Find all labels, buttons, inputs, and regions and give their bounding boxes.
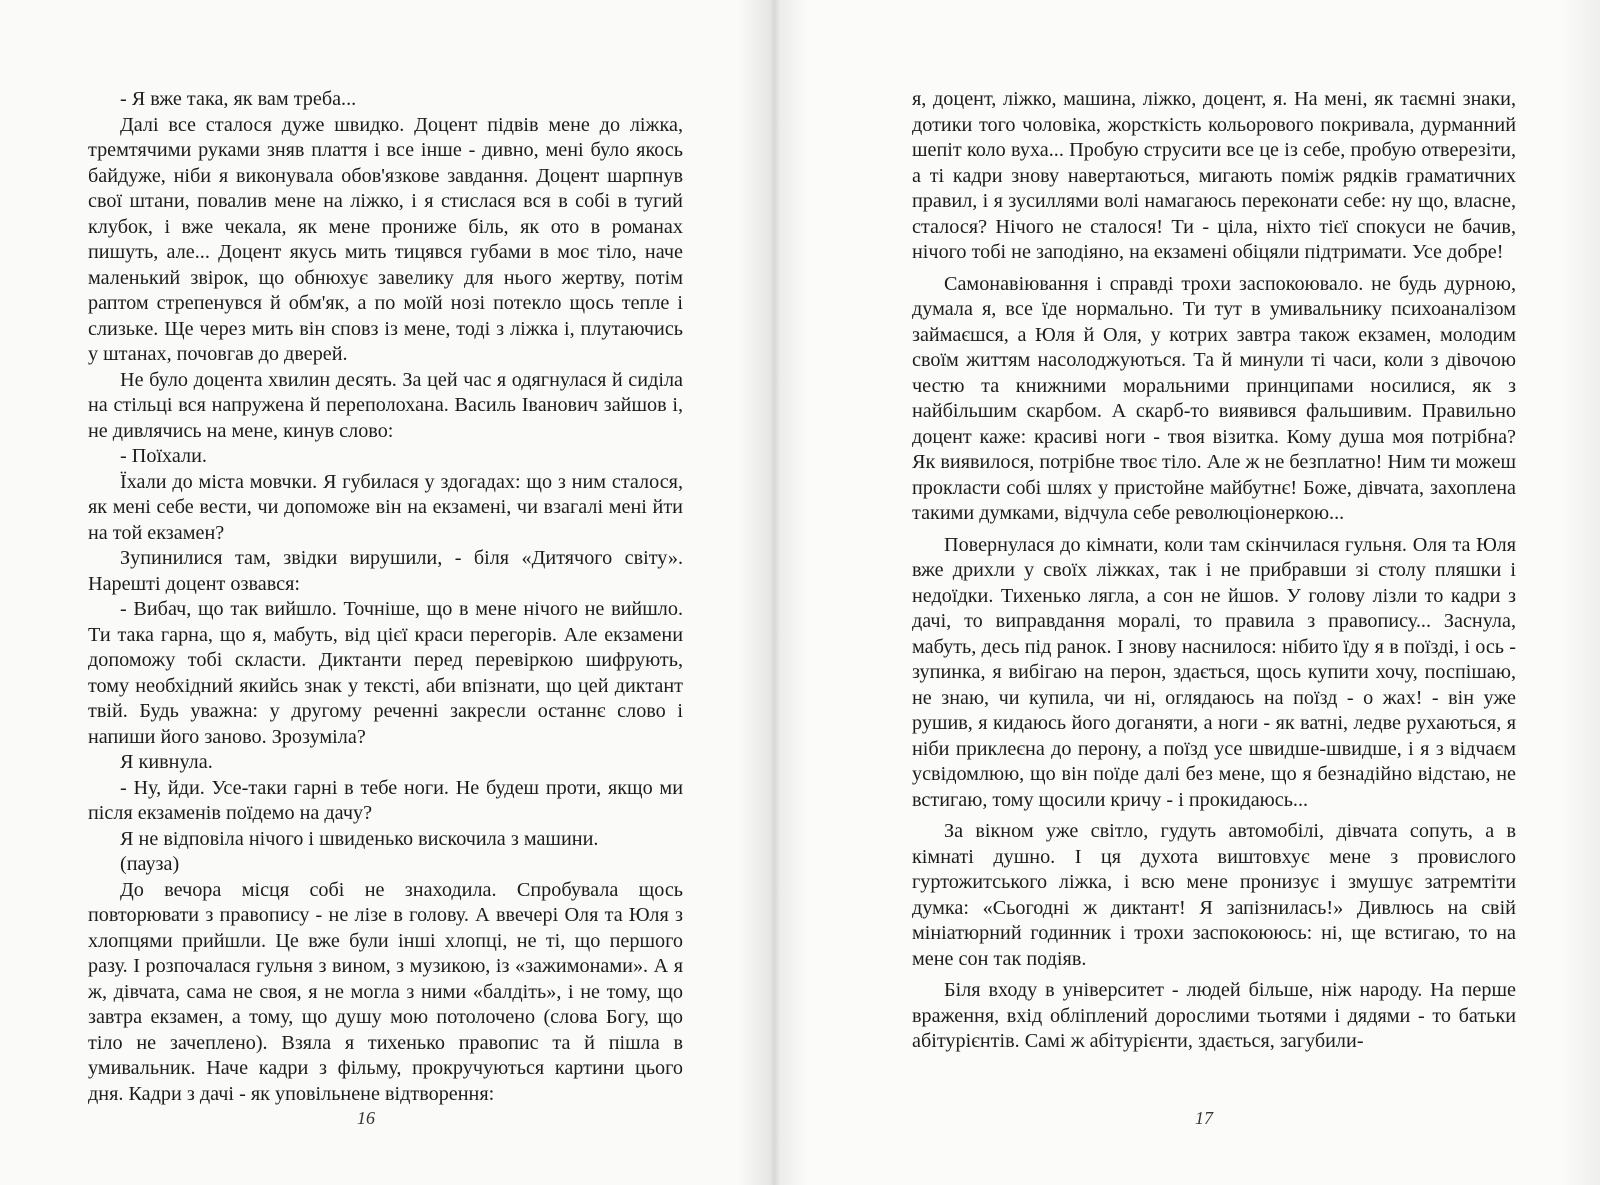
paragraph: - Ну, йди. Усе-таки гарні в тебе ноги. Не будеш проти, якщо ми після екзаменів поїдемо на дачу? bbox=[88, 776, 683, 824]
paragraph: я, доцент, ліжко, машина, ліжко, доцент, я. На мені, як таємні знаки, дотики того чоловіка, жорсткість кольорового покривала, дурманний шепіт коло вуха... Пробую струсити все це із себе, пробую отверезіти, а ті кадри знову навертаються, мигають поміж рядків граматичних правил, і я зусиллями волі намагаюсь переконати себе: ну що, власне, сталося? Нічого не сталося! Ти - ціла, ніхто тієї спокуси не бачив, нічого тобі не заподіяно, на екзамені обіцяли підтримати. Усе добре! bbox=[912, 88, 1516, 263]
paragraph: Я кивнула. bbox=[120, 751, 213, 773]
paragraph: Повернулася до кімнати, коли там скінчилася гульня. Оля та Юля вже дрихли у своїх ліжках, так і не прибравши зі столу пляшки і недоїдки. Тихенько лягла, а сон не йшов. У голову лізли то кадри з дачі, то виправдання моралі, то правила з правопису... Заснула, мабуть, десь під ранок. І знову наснилося: нібито їду я в поїзді, і ось - зупинка, я вибігаю на перон, здається, щось купити хочу, поспішаю, не знаю, чи купила, чи ні, оглядаюсь на поїзд - о жах! - він уже рушив, я кидаюсь його доганяти, а ноги - як ватні, ледве рухаються, я ніби приклеєна до перону, а поїзд усе швидше-швидше, і я з відчаєм усвідомлюю, що він поїде далі без мене, що я безнадійно відстаю, не встигаю, тому щосили кричу - і прокидаюсь... bbox=[912, 533, 1516, 811]
paragraph: Біля входу в університет - людей більше, ніж народу. На перше враження, вхід обліплений дорослими тьотями і дядями - то батьки абітурієнтів. Самі ж абітурієнти, здається, загубили- bbox=[912, 979, 1516, 1052]
left-page-text bbox=[88, 87, 683, 1107]
page-number: 16 bbox=[357, 1108, 375, 1128]
paragraph: Не було доцента хвилин десять. За цей час я одягнулася й сиділа на стільці вся напружена й переполохана. Василь Іванович зайшов і, не дивлячись на мене, кинув слово: bbox=[88, 368, 683, 442]
paragraph: - Вибач, що так вийшло. Точніше, що в мене нічого не вийшло. Ти така гарна, що я, мабуть, від цієї краси перегорів. Але екзамени допоможу тобі скласти. Диктанти перед перевіркою шифрують, тому необхідний якийсь знак у тексті, аби впізнати, що цей диктант твій. Будь уважна: у другому реченні закресли останнє слово і напиши його заново. Зрозуміла? bbox=[88, 598, 683, 748]
paragraph: - Поїхали. bbox=[120, 445, 207, 467]
paragraph: Їхали до міста мовчки. Я губилася у здогадах: що з ним сталося, як мені себе вести, чи допоможе він на екзамені, чи взагалі мені йти на той екзамен? bbox=[88, 470, 683, 544]
paragraph: Далі все сталося дуже швидко. Доцент підвів мене до ліжка, тремтячими руками зняв плаття і все інше - дивно, мені було якось байдуже, ніби я виконувала обов'язкове завдання. Доцент шарпнув свої штани, повалив мене на ліжко, і я стислася вся в собі в тугий клубок, і вже чекала, як мене прониже біль, як ото в романах пишуть, але... Доцент якусь мить тицявся губами в моє тіло, наче маленький звірок, що обнюхує завелику для нього жертву, потім раптом стрепенувся й обм'як, а по моїй нозі потекло щось тепле і слизьке. Ще через мить він сповз із мене, тоді з ліжка і, плутаючись у штанах, почовгав до дверей. bbox=[88, 113, 683, 365]
right-page bbox=[770, 0, 1600, 1185]
page-number: 17 bbox=[1195, 1108, 1213, 1128]
paragraph: - Я вже така, як вам треба... bbox=[120, 88, 357, 110]
paragraph: За вікном уже світло, гудуть автомобілі, дівчата сопуть, а в кімнаті душно. І ця духота виштовхує мене з провислого гуртожитського ліжка, і всю мене пронизує і змушує затремтіти думка: «Сьогодні ж диктант! Я запізнилась!» Дивлюсь на свій мініатюрний годинник і трохи заспокоююсь: ні, ще встигаю, то на мене сон так подіяв. bbox=[912, 820, 1516, 970]
right-page-text bbox=[912, 87, 1516, 1055]
paragraph: Самонавіювання і справді трохи заспокоювало. не будь дурною, думала я, все їде нормально. Ти тут в умивальнику психоаналізом займаєшся, а Юля й Оля, у котрих завтра також екзамен, молодим своїм життям насолоджуються. Та й минули ті часи, коли з дівочою честю та книжними моральними принципами носилися, як з найбільшим скарбом. А скарб-то виявився фальшивим. Правильно доцент каже: красиві ноги - твоя візитка. Кому душа моя потрібна? Як виявилося, потрібне твоє тіло. Але ж не безплатно! Ним ти можеш прокласти собі шлях у пристойне майбутнє! Боже, дівчата, захоплена такими думками, відчула себе революціонеркою... bbox=[912, 272, 1516, 524]
book-gutter-shadow bbox=[738, 0, 808, 1185]
paragraph: (пауза) bbox=[120, 853, 180, 875]
paragraph: Я не відповіла нічого і швиденько вискочила з машини. bbox=[120, 827, 599, 850]
paragraph: Зупинилися там, звідки вирушили, - біля «Дитячого світу». Нарешті доцент озвався: bbox=[88, 547, 683, 595]
page-edge-shadow bbox=[1560, 0, 1600, 1185]
paragraph: До вечора місця собі не знаходила. Спробувала щось повторювати з правопису - не лізе в голову. А ввечері Оля та Юля з хлопцями прийшли. Це вже були інші хлопці, не ті, що першого разу. І розпочалася гульня з вином, з музикою, із «зажимонами». А я ж, дівчата, сама не своя, я не могла з ними «балдіть», і не тому, що завтра екзамен, а тому, що душу мою потолочено (слова Богу, що тіло не зачеплено). Взяла я тихенько правопис та й пішла в умивальник. Наче кадри з фільму, прокручуються картини цього дня. Кадри з дачі - як уповільнене відтворення: bbox=[88, 878, 683, 1105]
left-page bbox=[0, 0, 770, 1185]
